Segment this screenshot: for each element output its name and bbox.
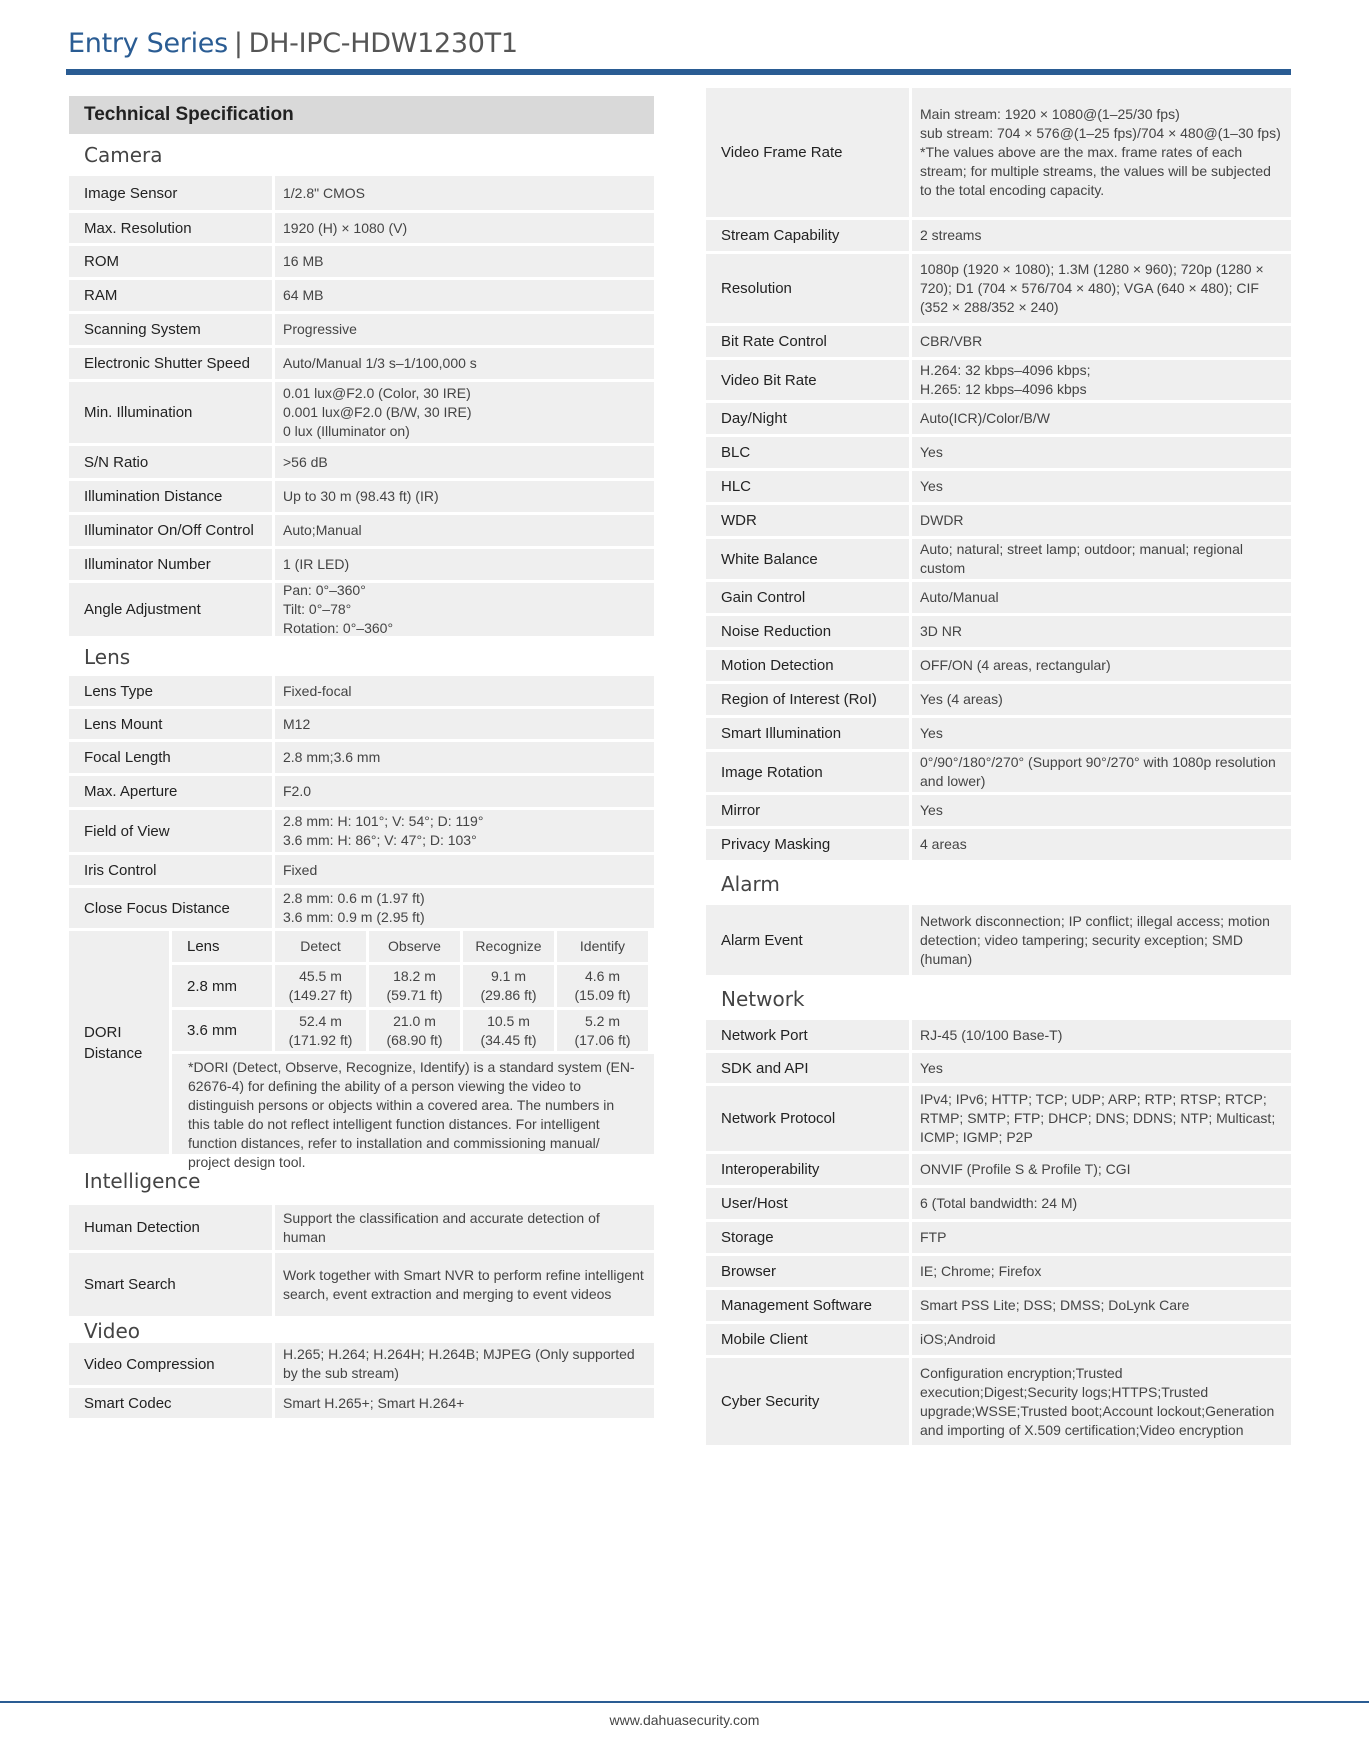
spec-row-electronic-shutter-speed <box>69 348 654 379</box>
spec-row-s-n-ratio <box>69 446 654 478</box>
dori-cell: 5.2 m (17.06 ft) <box>557 1010 648 1051</box>
spec-value: Auto;Manual <box>275 515 654 546</box>
spec-label: Mirror <box>706 795 909 826</box>
spec-label: Close Focus Distance <box>69 888 272 928</box>
spec-label: Management Software <box>706 1290 909 1321</box>
spec-row-video-bit-rate <box>706 360 1291 400</box>
dori-distance-block <box>69 931 654 1170</box>
spec-row-scanning-system <box>69 314 654 345</box>
spec-value: DWDR <box>912 505 1291 536</box>
spec-row-cyber-security <box>706 1358 1291 1445</box>
section-title-video: Video <box>84 1319 141 1343</box>
spec-row-network-protocol <box>706 1086 1291 1151</box>
spec-value: Progressive <box>275 314 654 345</box>
spec-label: Iris Control <box>69 855 272 885</box>
spec-label: Angle Adjustment <box>69 583 272 636</box>
spec-row-illuminator-number <box>69 549 654 580</box>
dori-cell: 21.0 m (68.90 ft) <box>369 1010 460 1051</box>
spec-label: Field of View <box>69 810 272 852</box>
spec-label: Stream Capability <box>706 220 909 251</box>
spec-label: White Balance <box>706 539 909 579</box>
spec-label: Network Protocol <box>706 1086 909 1151</box>
spec-value: CBR/VBR <box>912 326 1291 357</box>
spec-value: F2.0 <box>275 776 654 807</box>
spec-row-illumination-distance <box>69 481 654 512</box>
section-title-camera: Camera <box>84 143 163 167</box>
spec-label: Illuminator Number <box>69 549 272 580</box>
spec-label: Video Bit Rate <box>706 360 909 400</box>
spec-label: Max. Resolution <box>69 213 272 243</box>
spec-row-blc <box>706 437 1291 468</box>
spec-label: Min. Illumination <box>69 382 272 443</box>
spec-label: Mobile Client <box>706 1324 909 1355</box>
spec-value: M12 <box>275 709 654 739</box>
spec-row-gain-control <box>706 582 1291 613</box>
spec-label: Network Port <box>706 1020 909 1050</box>
spec-label: Lens Mount <box>69 709 272 739</box>
spec-row-image-rotation <box>706 752 1291 792</box>
spec-label: Lens Type <box>69 676 272 706</box>
dori-row <box>172 965 654 1007</box>
spec-label: Motion Detection <box>706 650 909 681</box>
dori-cell: 9.1 m (29.86 ft) <box>463 965 554 1007</box>
spec-label: Smart Illumination <box>706 718 909 749</box>
spec-value: Up to 30 m (98.43 ft) (IR) <box>275 481 654 512</box>
dori-cell: 10.5 m (34.45 ft) <box>463 1010 554 1051</box>
spec-value: 3D NR <box>912 616 1291 647</box>
spec-row-mirror <box>706 795 1291 826</box>
spec-value: Smart PSS Lite; DSS; DMSS; DoLynk Care <box>912 1290 1291 1321</box>
footer-url: www.dahuasecurity.com <box>609 1712 760 1728</box>
spec-row-min-illumination <box>69 382 654 443</box>
spec-label: Region of Interest (RoI) <box>706 684 909 715</box>
spec-value: 1080p (1920 × 1080); 1.3M (1280 × 960); 720p (1280 × 720); D1 (704 × 576/704 × 480); VGA (640 × 480); CIF (352 × 288/352 × 240) <box>912 254 1291 323</box>
section-title-network: Network <box>721 987 805 1011</box>
spec-value: 6 (Total bandwidth: 24 M) <box>912 1188 1291 1219</box>
spec-label: WDR <box>706 505 909 536</box>
spec-value: >56 dB <box>275 446 654 478</box>
spec-value: Auto; natural; street lamp; outdoor; manual; regional custom <box>912 539 1291 579</box>
spec-value: 2.8 mm;3.6 mm <box>275 742 654 773</box>
spec-label: SDK and API <box>706 1053 909 1083</box>
spec-value: Fixed-focal <box>275 676 654 706</box>
header-separator: | <box>233 28 243 59</box>
spec-value: Fixed <box>275 855 654 885</box>
footer-rule <box>0 1701 1369 1703</box>
spec-row-iris-control <box>69 855 654 885</box>
spec-value: 1/2.8" CMOS <box>275 176 654 210</box>
spec-label: Interoperability <box>706 1154 909 1185</box>
spec-value: IE; Chrome; Firefox <box>912 1256 1291 1287</box>
spec-label: Image Sensor <box>69 176 272 210</box>
spec-value: Work together with Smart NVR to perform refine intelligent search, event extraction and merging to event videos <box>275 1253 654 1316</box>
spec-row-video-compression <box>69 1343 654 1385</box>
spec-value: iOS;Android <box>912 1324 1291 1355</box>
spec-label: Gain Control <box>706 582 909 613</box>
spec-value: H.265; H.264; H.264H; H.264B; MJPEG (Only supported by the sub stream) <box>275 1343 654 1385</box>
dori-cell: 18.2 m (59.71 ft) <box>369 965 460 1007</box>
spec-label: Alarm Event <box>706 905 909 975</box>
spec-label: Human Detection <box>69 1205 272 1250</box>
spec-label: Scanning System <box>69 314 272 345</box>
spec-row-resolution <box>706 254 1291 323</box>
spec-row-human-detection <box>69 1205 654 1250</box>
dori-cell: 52.4 m (171.92 ft) <box>275 1010 366 1051</box>
dori-header-cell: Detect <box>275 931 366 962</box>
spec-value: Yes <box>912 437 1291 468</box>
spec-label: Noise Reduction <box>706 616 909 647</box>
header-rule <box>66 69 1291 75</box>
spec-row-privacy-masking <box>706 829 1291 860</box>
spec-value: FTP <box>912 1222 1291 1253</box>
spec-value: 0.01 lux@F2.0 (Color, 30 IRE) 0.001 lux@F2.0 (B/W, 30 IRE) 0 lux (Illuminator on) <box>275 382 654 443</box>
dori-cell: 45.5 m (149.27 ft) <box>275 965 366 1007</box>
spec-label: BLC <box>706 437 909 468</box>
spec-row-illuminator-on-off-control <box>69 515 654 546</box>
spec-row-video-frame-rate <box>706 88 1291 217</box>
spec-label: Illuminator On/Off Control <box>69 515 272 546</box>
spec-row-sdk-and-api <box>706 1053 1291 1083</box>
spec-row-browser <box>706 1256 1291 1287</box>
dori-body <box>172 931 654 1170</box>
spec-value: Support the classification and accurate detection of human <box>275 1205 654 1250</box>
spec-row-smart-illumination <box>706 718 1291 749</box>
spec-value: Auto/Manual <box>912 582 1291 613</box>
spec-row-mobile-client <box>706 1324 1291 1355</box>
spec-label: Browser <box>706 1256 909 1287</box>
spec-label: Electronic Shutter Speed <box>69 348 272 379</box>
spec-value: Auto/Manual 1/3 s–1/100,000 s <box>275 348 654 379</box>
dori-row <box>172 1010 654 1051</box>
spec-row-user-host <box>706 1188 1291 1219</box>
spec-value: Yes <box>912 718 1291 749</box>
spec-row-day-night <box>706 403 1291 434</box>
spec-value: 2.8 mm: 0.6 m (1.97 ft) 3.6 mm: 0.9 m (2.95 ft) <box>275 888 654 928</box>
dori-note: *DORI (Detect, Observe, Recognize, Identify) is a standard system (EN-62676-4) for defining the ability of a person viewing the video to distinguish persons or objects within a covered area. The numbers in this table do not reflect intelligent function distances. For intelligent function distances, refer to installation and commissioning manual/ project design tool. <box>172 1054 654 1154</box>
spec-value: 4 areas <box>912 829 1291 860</box>
spec-row-storage <box>706 1222 1291 1253</box>
spec-value: 1920 (H) × 1080 (V) <box>275 213 654 243</box>
spec-label: Resolution <box>706 254 909 323</box>
spec-row-hlc <box>706 471 1291 502</box>
dori-header-cell: Identify <box>557 931 648 962</box>
section-title-intelligence: Intelligence <box>84 1169 201 1193</box>
spec-row-motion-detection <box>706 650 1291 681</box>
spec-label: Video Compression <box>69 1343 272 1385</box>
spec-row-noise-reduction <box>706 616 1291 647</box>
spec-row-ram <box>69 280 654 311</box>
spec-value: IPv4; IPv6; HTTP; TCP; UDP; ARP; RTP; RTSP; RTCP; RTMP; SMTP; FTP; DHCP; DNS; DDNS; NTP; Multicast; ICMP; IGMP; P2P <box>912 1086 1291 1151</box>
spec-row-alarm-event <box>706 905 1291 975</box>
spec-label: ROM <box>69 246 272 277</box>
spec-value: Yes <box>912 1053 1291 1083</box>
spec-label: Video Frame Rate <box>706 88 909 217</box>
spec-row-bit-rate-control <box>706 326 1291 357</box>
spec-row-white-balance <box>706 539 1291 579</box>
spec-value: 2 streams <box>912 220 1291 251</box>
spec-label: Max. Aperture <box>69 776 272 807</box>
dori-cell: 3.6 mm <box>172 1010 272 1051</box>
spec-value: Yes <box>912 471 1291 502</box>
spec-row-lens-type <box>69 676 654 706</box>
page-header <box>68 28 518 59</box>
dori-cell: 2.8 mm <box>172 965 272 1007</box>
spec-row-network-port <box>706 1020 1291 1050</box>
spec-value: Yes <box>912 795 1291 826</box>
left-column <box>69 96 654 1421</box>
spec-value: Pan: 0°–360° Tilt: 0°–78° Rotation: 0°–360° <box>275 583 654 636</box>
spec-label: Privacy Masking <box>706 829 909 860</box>
spec-value: Main stream: 1920 × 1080@(1–25/30 fps) sub stream: 704 × 576@(1–25 fps)/704 × 480@(1–30 fps) *The values above are the max. frame rates of each stream; for multiple streams, the values will be subjected to the total encoding capacity. <box>912 88 1291 217</box>
dori-header-row <box>172 931 654 962</box>
dori-label: DORI Distance <box>69 931 169 1154</box>
right-column <box>706 88 1291 1448</box>
spec-label: Bit Rate Control <box>706 326 909 357</box>
spec-row-rom <box>69 246 654 277</box>
dori-header-cell: Lens <box>172 931 272 962</box>
spec-label: Day/Night <box>706 403 909 434</box>
spec-value: ONVIF (Profile S & Profile T); CGI <box>912 1154 1291 1185</box>
spec-value: RJ-45 (10/100 Base-T) <box>912 1020 1291 1050</box>
spec-title: Technical Specification <box>69 96 654 134</box>
spec-value: OFF/ON (4 areas, rectangular) <box>912 650 1291 681</box>
spec-label: Cyber Security <box>706 1358 909 1445</box>
spec-value: 1 (IR LED) <box>275 549 654 580</box>
spec-row-smart-search <box>69 1253 654 1316</box>
spec-value: 16 MB <box>275 246 654 277</box>
spec-label: Storage <box>706 1222 909 1253</box>
spec-row-lens-mount <box>69 709 654 739</box>
spec-label: Smart Search <box>69 1253 272 1316</box>
spec-row-max-aperture <box>69 776 654 807</box>
section-title-alarm: Alarm <box>721 872 780 896</box>
spec-row-region-of-interest-roi <box>706 684 1291 715</box>
spec-value: Auto(ICR)/Color/B/W <box>912 403 1291 434</box>
series-name: Entry Series <box>68 28 228 59</box>
spec-row-close-focus-distance <box>69 888 654 928</box>
spec-row-interoperability <box>706 1154 1291 1185</box>
model-name: DH-IPC-HDW1230T1 <box>248 28 518 59</box>
spec-label: Illumination Distance <box>69 481 272 512</box>
spec-row-smart-codec <box>69 1388 654 1418</box>
spec-row-image-sensor <box>69 176 654 210</box>
spec-row-focal-length <box>69 742 654 773</box>
spec-value: 0°/90°/180°/270° (Support 90°/270° with 1080p resolution and lower) <box>912 752 1291 792</box>
spec-row-management-software <box>706 1290 1291 1321</box>
dori-header-cell: Observe <box>369 931 460 962</box>
spec-label: User/Host <box>706 1188 909 1219</box>
dori-header-cell: Recognize <box>463 931 554 962</box>
spec-label: Image Rotation <box>706 752 909 792</box>
spec-value: H.264: 32 kbps–4096 kbps; H.265: 12 kbps–4096 kbps <box>912 360 1291 400</box>
spec-value: Smart H.265+; Smart H.264+ <box>275 1388 654 1418</box>
spec-value: Network disconnection; IP conflict; illegal access; motion detection; video tampering; security exception; SMD (human) <box>912 905 1291 975</box>
spec-label: RAM <box>69 280 272 311</box>
section-title-lens: Lens <box>84 645 131 669</box>
spec-value: Configuration encryption;Trusted execution;Digest;Security logs;HTTPS;Trusted upgrade;WSSE;Trusted boot;Account lockout;Generation and importing of X.509 certification;Video encryption <box>912 1358 1291 1445</box>
spec-row-stream-capability <box>706 220 1291 251</box>
spec-row-max-resolution <box>69 213 654 243</box>
spec-value: Yes (4 areas) <box>912 684 1291 715</box>
spec-label: Focal Length <box>69 742 272 773</box>
dori-cell: 4.6 m (15.09 ft) <box>557 965 648 1007</box>
spec-row-wdr <box>706 505 1291 536</box>
spec-label: S/N Ratio <box>69 446 272 478</box>
spec-row-field-of-view <box>69 810 654 852</box>
spec-label: HLC <box>706 471 909 502</box>
spec-row-angle-adjustment <box>69 583 654 636</box>
spec-value: 64 MB <box>275 280 654 311</box>
spec-label: Smart Codec <box>69 1388 272 1418</box>
spec-value: 2.8 mm: H: 101°; V: 54°; D: 119° 3.6 mm: H: 86°; V: 47°; D: 103° <box>275 810 654 852</box>
